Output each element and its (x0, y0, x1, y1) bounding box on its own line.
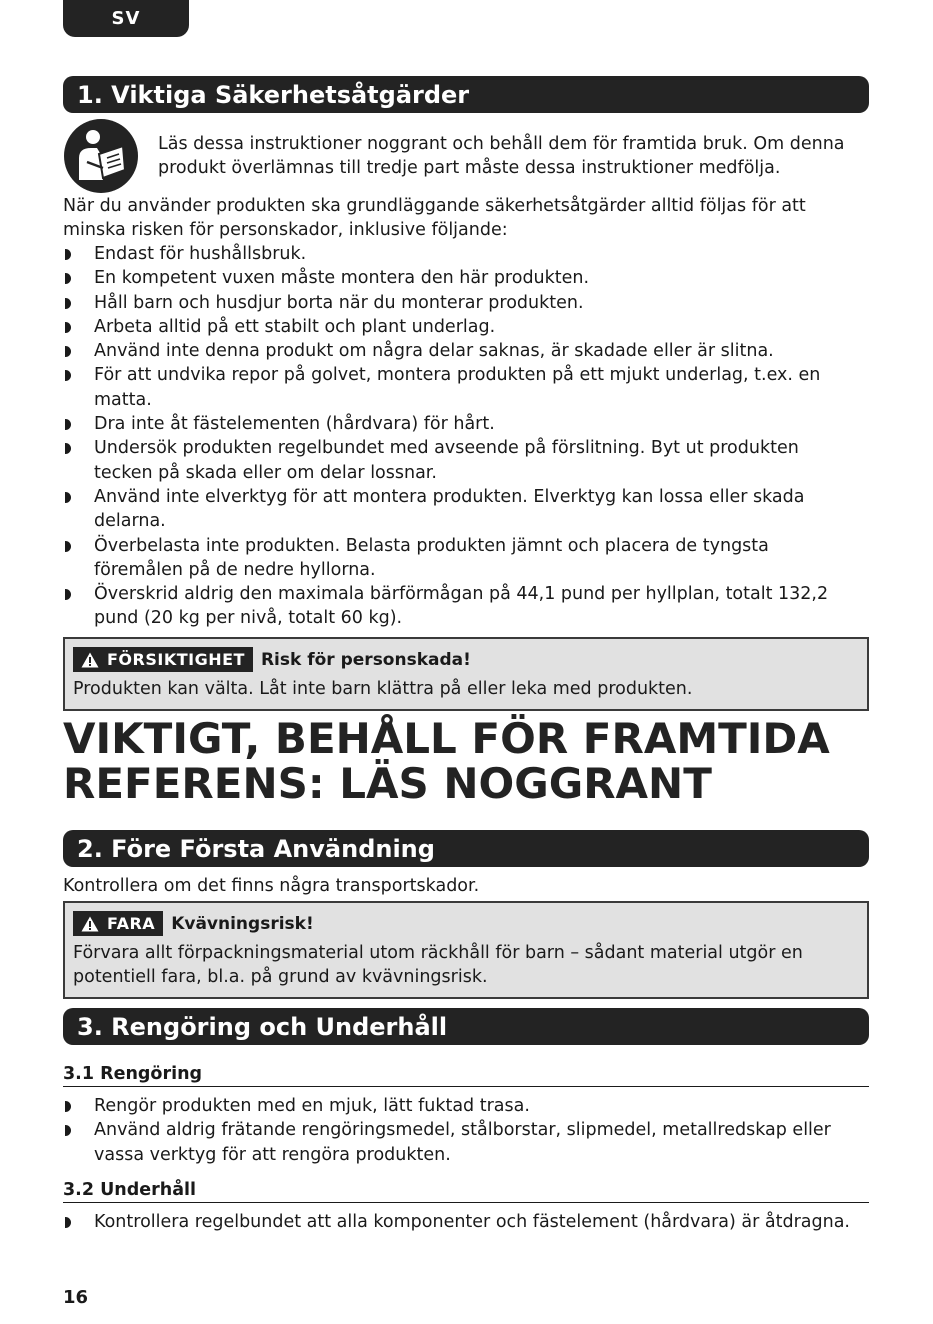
danger-title: Kvävningsrisk! (171, 913, 314, 934)
bullet-marker (65, 541, 71, 552)
warning-triangle-icon (81, 652, 99, 668)
list-item: Endast för hushållsbruk. (63, 242, 853, 266)
bullet-marker (65, 1101, 71, 1112)
list-item: Arbeta alltid på ett stabilt och plant underlag. (63, 315, 853, 339)
danger-box (63, 901, 869, 999)
caution-box (63, 637, 869, 711)
list-item: För att undvika repor på golvet, montera produkten på ett mjukt underlag, t.ex. en matta. (63, 363, 853, 412)
subsection-maintenance-title: 3.2 Underhåll (63, 1180, 869, 1203)
bullet-marker (65, 492, 71, 503)
intro-text: Läs dessa instruktioner noggrant och behåll dem för framtida bruk. Om denna produkt överlämnas till tredje part måste dessa instruktioner medfölja. (158, 134, 845, 179)
section-1-header: 1. Viktiga Säkerhetsåtgärder (63, 76, 869, 113)
transport-check-text: Kontrollera om det finns några transportskador. (63, 876, 480, 896)
safety-list (63, 242, 853, 631)
bullet-marker (65, 443, 71, 454)
warning-triangle-icon (81, 916, 99, 932)
page-number: 16 (63, 1287, 89, 1308)
list-item: Använd inte elverktyg för att montera produkten. Elverktyg kan lossa eller skada delarna. (63, 485, 853, 534)
list-item: Kontrollera regelbundet att alla komponenter och fästelement (hårdvara) är åtdragna. (63, 1210, 853, 1234)
caution-body: Produkten kan välta. Låt inte barn klättra på eller leka med produkten. (73, 679, 693, 699)
list-item: En kompetent vuxen måste montera den här produkten. (63, 266, 853, 290)
bullet-marker (65, 589, 71, 600)
list-item: Dra inte åt fästelementen (hårdvara) för hårt. (63, 412, 853, 436)
bullet-marker (65, 1217, 71, 1228)
language-tab: SV (63, 0, 189, 37)
list-item: Överskrid aldrig den maximala bärförmågan på 44,1 pund per hyllplan, totalt 132,2 pund (20 kg per nivå, totalt 60 kg). (63, 582, 853, 631)
list-item: Använd inte denna produkt om några delar saknas, är skadade eller är slitna. (63, 339, 853, 363)
bullet-marker (65, 419, 71, 430)
bullet-marker (65, 370, 71, 381)
list-item: Använd aldrig frätande rengöringsmedel, stålborstar, slipmedel, metallredskap eller vassa verktyg för att rengöra produkten. (63, 1118, 863, 1167)
caution-title: Risk för personskada! (260, 649, 471, 670)
bullet-marker (65, 273, 71, 284)
bullet-marker (65, 298, 71, 309)
manual-reader-icon (63, 118, 139, 194)
list-item: Överbelasta inte produkten. Belasta produkten jämnt och placera de tyngsta föremålen på de nedre hyllorna. (63, 534, 853, 583)
list-item: Undersök produkten regelbundet med avseende på förslitning. Byt ut produkten tecken på skada eller om delar lossnar. (63, 436, 853, 485)
danger-label: FARA (73, 911, 163, 936)
bullet-marker (65, 322, 71, 333)
list-item: Håll barn och husdjur borta när du monterar produkten. (63, 291, 853, 315)
page-title: VIKTIGT, BEHÅLL FÖR FRAMTIDA REFERENS: LÄS NOGGRANT (63, 714, 830, 808)
cleaning-list (63, 1094, 863, 1167)
bullet-marker (65, 346, 71, 357)
caution-label: FÖRSIKTIGHET (73, 647, 253, 672)
maintenance-list (63, 1210, 853, 1234)
subsection-cleaning-title: 3.1 Rengöring (63, 1064, 869, 1087)
lead-text: När du använder produkten ska grundläggande säkerhetsåtgärder alltid följas för att minska risken för personskador, inklusive följande: (63, 196, 806, 241)
bullet-marker (65, 249, 71, 260)
danger-body: Förvara allt förpackningsmaterial utom räckhåll för barn – sådant material utgör en potentiell fara, bl.a. på grund av kvävningsrisk. (73, 943, 803, 988)
list-item: Rengör produkten med en mjuk, lätt fuktad trasa. (63, 1094, 863, 1118)
section-2-header: 2. Före Första Användning (63, 830, 869, 867)
section-3-header: 3. Rengöring och Underhåll (63, 1008, 869, 1045)
bullet-marker (65, 1125, 71, 1136)
